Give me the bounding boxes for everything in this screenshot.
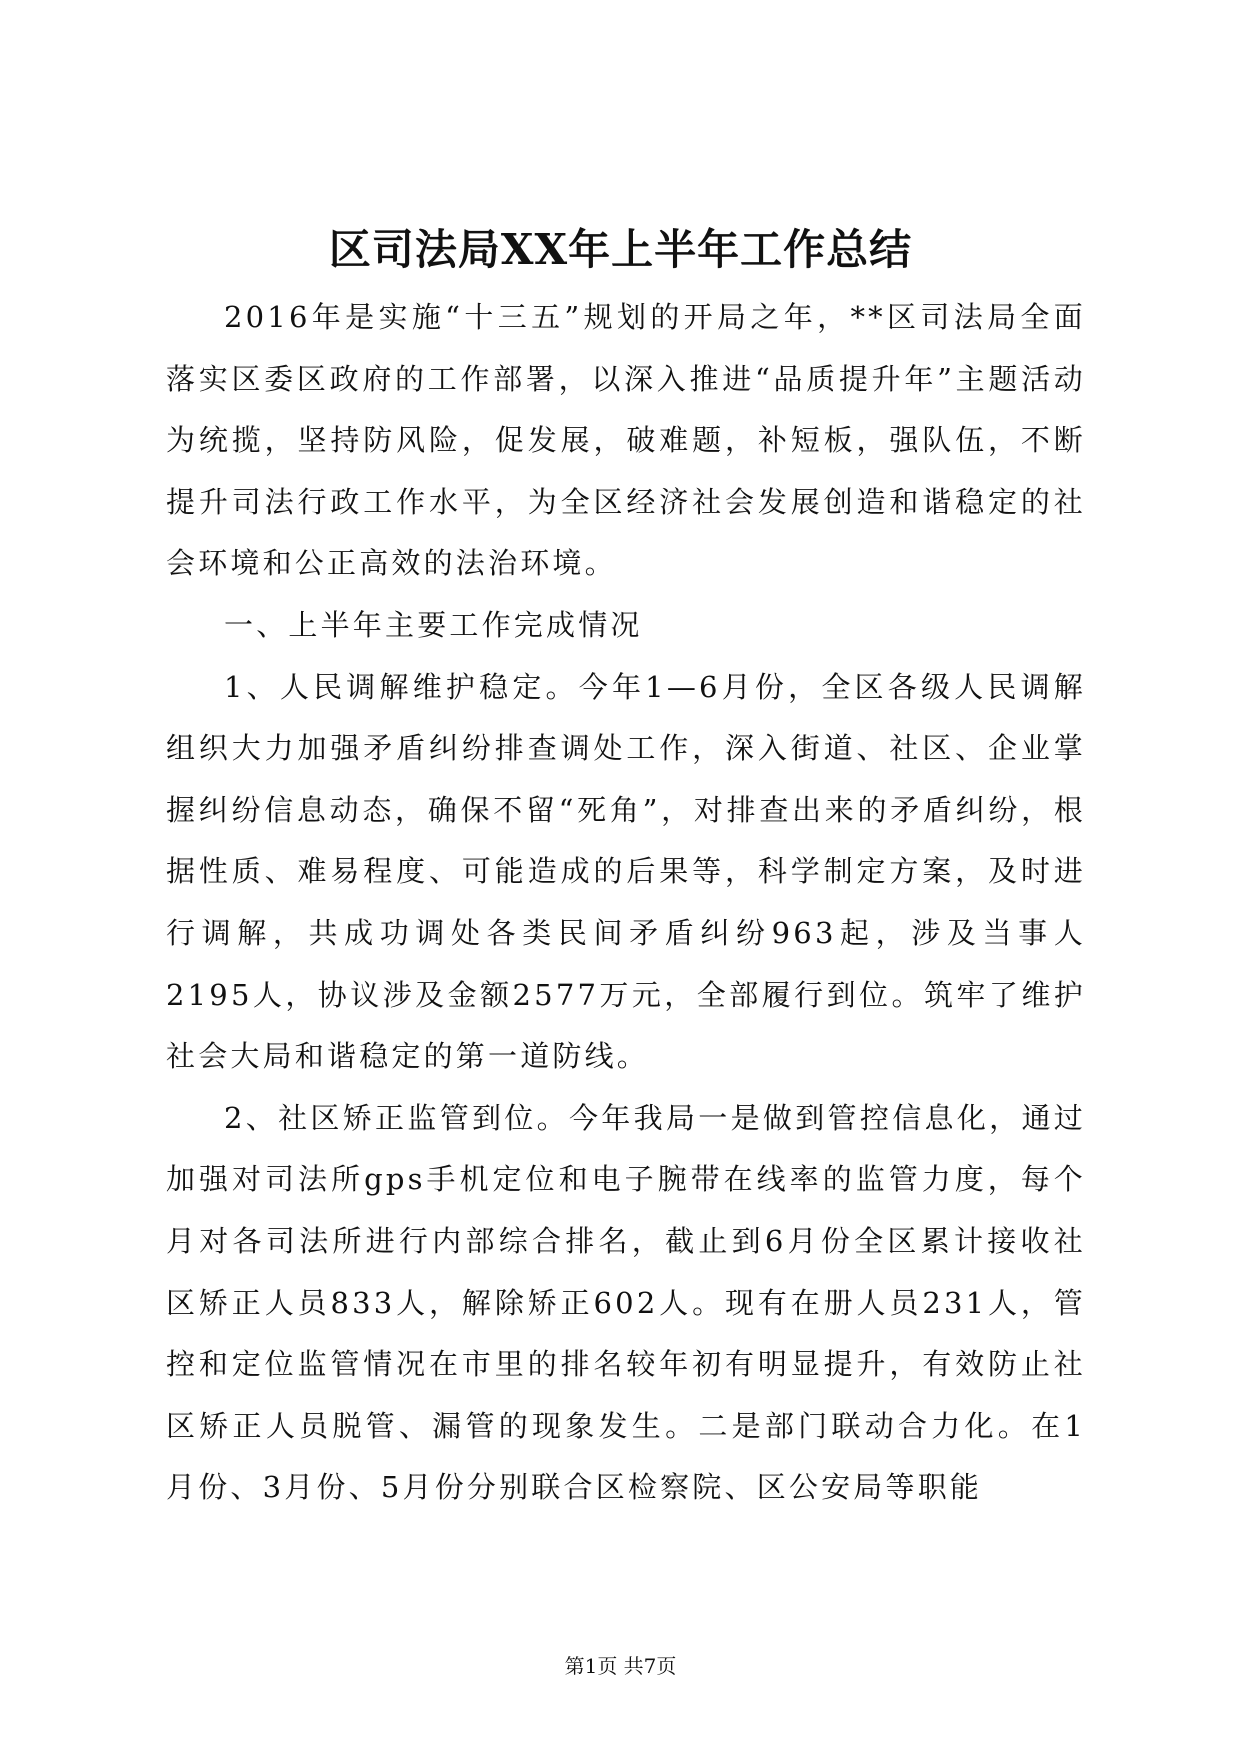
page-number: 第1页 共7页 (564, 1654, 677, 1678)
paragraph-intro: 2016年是实施“十三五”规划的开局之年，**区司法局全面落实区委区政府的工作部署，以深入推进“品质提升年”主题活动为统揽，坚持防风险，促发展，破难题，补短板，强队伍，不断提升司法行政工作水平，为全区经济社会发展创造和谐稳定的社会环境和公正高效的法治环境。 (166, 300, 1086, 581)
paragraph-mediation: 1、人民调解维护稳定。今年1—6月份，全区各级人民调解组织大力加强矛盾纠纷排查调处工作，深入街道、社区、企业掌握纠纷信息动态，确保不留“死角”，对排查出来的矛盾纠纷，根据性质、难易程度、可能造成的后果等，科学制定方案，及时进行调解，共成功调处各类民间矛盾纠纷963起，涉及当事人2195人，协议涉及金额2577万元，全部履行到位。筑牢了维护社会大局和谐稳定的第一道防线。 (166, 669, 1086, 1074)
page-footer (0, 1653, 1241, 1679)
document-body (166, 287, 1086, 1519)
section-heading: 一、上半年主要工作完成情况 (224, 607, 643, 642)
paragraph-community-correction: 2、社区矫正监管到位。今年我局一是做到管控信息化，通过加强对司法所gps手机定位和电子腕带在线率的监管力度，每个月对各司法所进行内部综合排名，截止到6月份全区累计接收社区矫正人员833人，解除矫正602人。现有在册人员231人，管控和定位监管情况在市里的排名较年初有明显提升，有效防止社区矫正人员脱管、漏管的现象发生。二是部门联动合力化。在1月份、3月份、5月份分别联合区检察院、区公安局等职能 (166, 1100, 1086, 1505)
document-title: 区司法局XX年上半年工作总结 (328, 225, 913, 274)
